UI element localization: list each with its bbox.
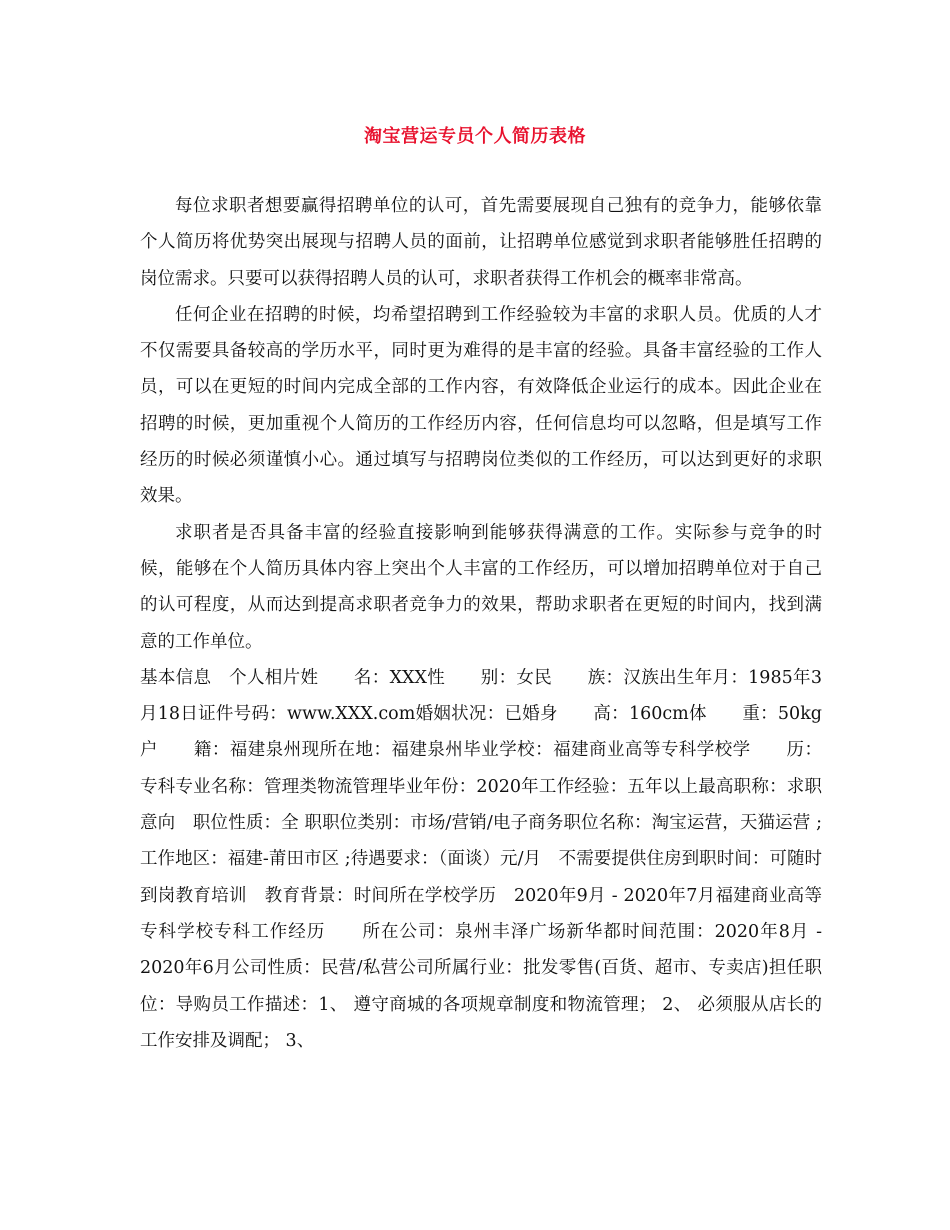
paragraph-experience: 任何企业在招聘的时候，均希望招聘到工作经验较为丰富的求职人员。优质的人才不仅需要具备较高的学历水平，同时更为难得的是丰富的经验。具备丰富经验的工作人员，可以在更短的时间内完成全部的工作内容，有效降低企业运行的成本。因此企业在招聘的时候，更加重视个人简历的工作经历内容，任何信息均可以忽略，但是填写工作经历的时候必须谨慎小心。通过填写与招聘岗位类似的工作经历，可以达到更好的求职效果。	[140, 304, 822, 507]
resume-info-block: 基本信息 个人相片姓 名：XXX性 别：女民 族：汉族出生年月：1985年3月18日证件号码：www.XXX.com婚姻状况：已婚身 高：160cm体 重：50kg户 籍：福建泉州现所在地：福建泉州毕业学校：福建商业高等专科学校学 历：专科专业名称：管理类物流管理毕业年份：2020年工作经验：五年以上最高职称：求职意向 职位性质：全 职职位类别：市场/营销/电子商务职位名称：淘宝运营，天猫运营 ;工作地区：福建-莆田市区 ;待遇要求：（面谈）元/月 不需要提供住房到职时间：可随时到岗教育培训 教育背景：时间所在学校学历 2020年9月 - 2020年7月福建商业高等专科学校专科工作经历 所在公司：泉州丰泽广场新华都时间范围：2020年8月 - 2020年6月公司性质：民营/私营公司所属行业：批发零售(百货、超市、专卖店)担任职位：导购员工作描述：1、 遵守商城的各项规章制度和物流管理； 2、 必须服从店长的工作安排及调配； 3、	[140, 667, 822, 1051]
document-body	[140, 188, 822, 1059]
paragraph-intro: 每位求职者想要赢得招聘单位的认可，首先需要展现自己独有的竞争力，能够依靠个人简历将优势突出展现与招聘人员的面前，让招聘单位感觉到求职者能够胜任招聘的岗位需求。只要可以获得招聘人员的认可，求职者获得工作机会的概率非常高。	[140, 196, 822, 289]
paragraph-competition: 求职者是否具备丰富的经验直接影响到能够获得满意的工作。实际参与竞争的时候，能够在个人简历具体内容上突出个人丰富的工作经历，可以增加招聘单位对于自己的认可程度，从而达到提高求职者竞争力的效果，帮助求职者在更短的时间内，找到满意的工作单位。	[140, 522, 822, 652]
document-title: 淘宝营运专员个人简历表格	[364, 126, 586, 147]
